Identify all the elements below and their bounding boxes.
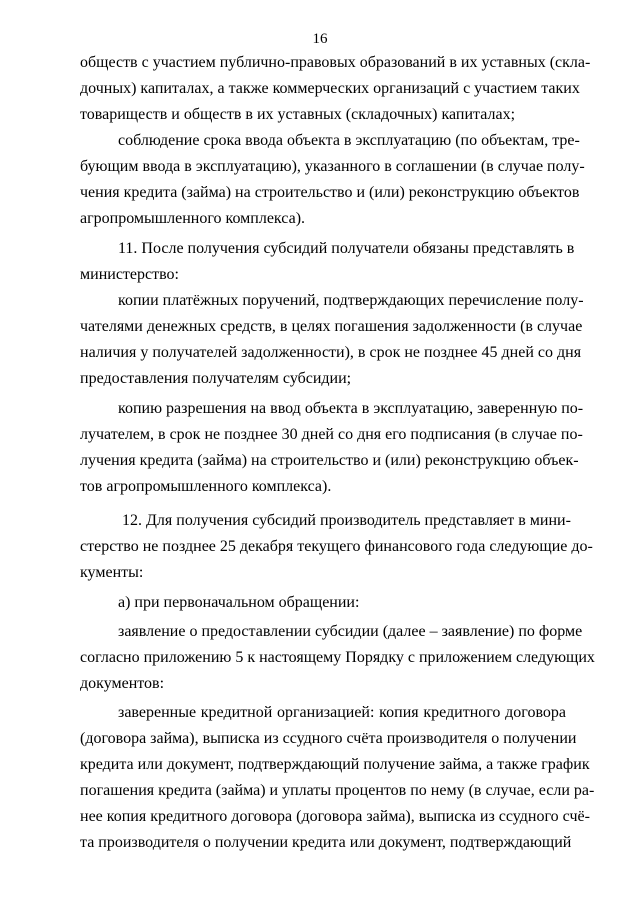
- text-line: погашения кредита (займа) и уплаты процентов по нему (в случае, если ра-: [80, 782, 595, 799]
- text-line: наличия у получателей задолженности), в срок не позднее 45 дней со дня: [80, 344, 582, 361]
- text-line: та производителя о получении кредита или документ, подтверждающий: [80, 834, 572, 851]
- text-line: агропромышленного комплекса).: [80, 210, 306, 227]
- text-line: чения кредита (займа) на строительство и (или) реконструкцию объектов: [80, 184, 580, 201]
- text-line: чателями денежных средств, в целях погашения задолженности (в случае: [80, 318, 583, 335]
- text-line: заявление о предоставлении субсидии (далее – заявление) по форме: [118, 623, 583, 640]
- text-line: документов:: [80, 675, 165, 692]
- text-line: 12. Для получения субсидий производитель представляет в мини-: [122, 512, 571, 529]
- text-line: (договора займа), выписка из ссудного счёта производителя о получении: [80, 730, 577, 747]
- text-line: лучения кредита (займа) на строительство и (или) реконструкцию объек-: [80, 452, 579, 469]
- text-line: предоставления получателям субсидии;: [80, 370, 352, 387]
- page-number: 16: [312, 31, 328, 47]
- text-line: обществ с участием публично-правовых образований в их уставных (скла-: [80, 54, 591, 71]
- text-line: соблюдение срока ввода объекта в эксплуатацию (по объектам, тре-: [118, 132, 580, 149]
- text-line: 11. После получения субсидий получатели обязаны представлять в: [118, 240, 575, 257]
- text-line: согласно приложению 5 к настоящему Порядку с приложением следующих: [80, 649, 595, 666]
- text-line: заверенные кредитной организацией: копия кредитного договора: [118, 704, 566, 721]
- text-line: а) при первоначальном обращении:: [118, 594, 360, 611]
- text-line: дочных) капиталах, а также коммерческих организаций с участием таких: [80, 80, 580, 97]
- text-line: кредита или документ, подтверждающий получение займа, а также график: [80, 756, 590, 773]
- text-line: тов агропромышленного комплекса).: [80, 478, 332, 495]
- text-line: товариществ и обществ в их уставных (складочных) капиталах;: [80, 106, 516, 123]
- text-line: лучателем, в срок не позднее 30 дней со дня его подписания (в случае по-: [80, 426, 583, 443]
- text-line: министерство:: [80, 266, 179, 283]
- text-line: стерство не позднее 25 декабря текущего финансового года следующие до-: [80, 538, 593, 555]
- text-line: нее копия кредитного договора (договора займа), выписка из ссудного счё-: [80, 808, 590, 825]
- text-line: копию разрешения на ввод объекта в эксплуатацию, заверенную по-: [118, 400, 584, 417]
- text-line: бующим ввода в эксплуатацию), указанного в соглашении (в случае полу-: [80, 158, 585, 175]
- text-line: копии платёжных поручений, подтверждающих перечисление полу-: [118, 292, 584, 309]
- text-line: кументы:: [80, 564, 144, 581]
